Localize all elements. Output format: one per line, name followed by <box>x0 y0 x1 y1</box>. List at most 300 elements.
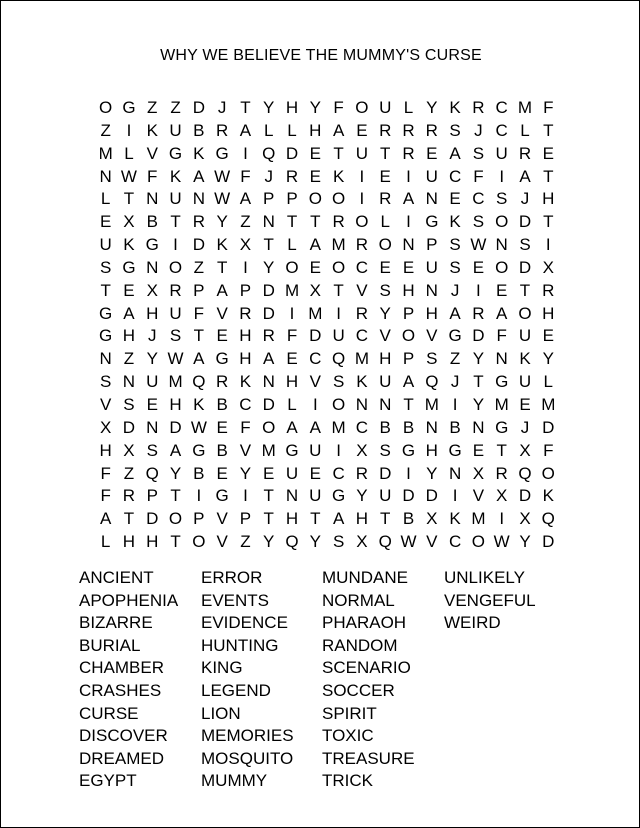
grid-letter: A <box>239 189 252 209</box>
grid-letter: N <box>285 486 299 506</box>
grid-letter: Y <box>472 394 485 414</box>
grid-letter: L <box>263 120 274 140</box>
grid-letter: A <box>123 303 135 323</box>
grid-letter: O <box>168 257 183 277</box>
grid-letter: F <box>543 98 554 117</box>
grid-letter: E <box>519 394 531 414</box>
grid-letter: G <box>99 303 113 323</box>
grid-letter: J <box>450 372 460 392</box>
grid-letter: D <box>169 417 182 437</box>
grid-letter: S <box>379 440 391 460</box>
grid-letter: H <box>146 303 159 323</box>
grid-letter: R <box>355 235 369 255</box>
grid-letter: Z <box>193 257 205 277</box>
grid-letter: I <box>243 257 248 277</box>
grid-letter: E <box>99 212 112 232</box>
word-list-item: LION <box>201 703 241 723</box>
grid-letter: W <box>120 166 137 186</box>
word-list-item: SOCCER <box>322 680 395 700</box>
grid-letter: Y <box>309 532 321 552</box>
grid-letter: F <box>240 417 251 437</box>
grid-letter: N <box>379 394 392 414</box>
grid-letter: G <box>192 440 206 460</box>
grid-letter: G <box>332 486 346 506</box>
grid-letter: V <box>99 394 112 414</box>
grid-letter: X <box>472 463 485 483</box>
grid-letter: D <box>425 486 438 506</box>
grid-letter: Q <box>192 372 206 392</box>
grid-letter: E <box>309 257 321 277</box>
grid-letter: W <box>470 235 487 255</box>
grid-letter: N <box>472 417 485 437</box>
word-list-item: KING <box>201 658 243 678</box>
grid-letter: H <box>99 440 112 460</box>
grid-letter: A <box>309 417 321 437</box>
grid-letter: E <box>449 189 461 209</box>
word-list-item: WEIRD <box>444 613 501 633</box>
grid-letter: T <box>333 143 344 163</box>
grid-letter: Y <box>472 349 485 369</box>
grid-letter: F <box>147 166 158 186</box>
grid-letter: D <box>285 143 299 163</box>
grid-letter: A <box>309 235 321 255</box>
grid-letter: U <box>169 189 182 209</box>
grid-letter: G <box>448 326 462 346</box>
grid-letter: S <box>169 326 182 346</box>
grid-letter: N <box>355 394 369 414</box>
grid-letter: T <box>170 486 181 506</box>
grid-letter: I <box>126 120 132 140</box>
grid-letter: F <box>100 463 111 483</box>
grid-letter: R <box>425 120 438 140</box>
grid-letter: D <box>402 486 415 506</box>
grid-letter: A <box>402 189 415 209</box>
grid-letter: E <box>542 143 554 163</box>
grid-letter: M <box>517 98 533 117</box>
word-list-item: TREASURE <box>322 748 415 768</box>
grid-letter: C <box>448 532 462 552</box>
grid-letter: U <box>309 440 322 460</box>
grid-letter: K <box>193 394 205 414</box>
grid-letter: G <box>99 326 113 346</box>
grid-letter: R <box>122 486 136 506</box>
word-list-item: MUMMY <box>201 771 268 791</box>
grid-letter: K <box>169 166 182 186</box>
grid-letter: B <box>193 120 205 140</box>
word-list-item: MOSQUITO <box>201 748 294 768</box>
grid-letter: T <box>496 440 507 460</box>
grid-letter: V <box>146 143 158 163</box>
grid-letter: S <box>472 143 485 163</box>
grid-letter: M <box>331 417 346 437</box>
grid-letter: E <box>426 143 438 163</box>
grid-letter: C <box>309 349 322 369</box>
grid-letter: A <box>402 372 415 392</box>
grid-letter: Y <box>309 98 321 117</box>
grid-letter: E <box>472 257 485 277</box>
grid-letter: D <box>472 326 485 346</box>
grid-letter: Z <box>123 463 135 483</box>
word-list-item: PHARAOH <box>322 613 407 633</box>
grid-letter: J <box>450 280 460 300</box>
grid-letter: S <box>449 235 461 255</box>
grid-letter: U <box>146 372 159 392</box>
grid-letter: T <box>170 532 181 552</box>
grid-letter: T <box>263 235 274 255</box>
grid-letter: W <box>400 532 417 552</box>
grid-letter: A <box>332 120 345 140</box>
grid-letter: L <box>380 212 390 232</box>
grid-letter: X <box>146 280 158 300</box>
grid-letter: O <box>495 212 509 232</box>
grid-letter: I <box>452 486 458 506</box>
grid-letter: B <box>449 417 461 437</box>
grid-letter: I <box>499 509 505 529</box>
grid-letter: R <box>332 212 345 232</box>
word-list-item: MEMORIES <box>201 726 294 746</box>
grid-letter: Y <box>426 98 438 117</box>
grid-letter: M <box>308 303 323 323</box>
grid-letter: F <box>496 326 507 346</box>
word-list-item: SPIRIT <box>322 703 377 723</box>
grid-letter: V <box>216 532 228 552</box>
word-list-item: DISCOVER <box>79 726 168 746</box>
grid-letter: X <box>309 280 321 300</box>
grid-letter: X <box>519 509 531 529</box>
grid-letter: Q <box>378 532 392 552</box>
grid-letter: U <box>495 143 508 163</box>
grid-letter: M <box>471 509 486 529</box>
grid-letter: I <box>289 303 295 323</box>
word-list-item: EVIDENCE <box>201 613 288 633</box>
grid-letter: R <box>472 98 485 117</box>
grid-letter: G <box>215 143 229 163</box>
grid-letter: S <box>99 257 112 277</box>
grid-letter: M <box>494 394 509 414</box>
grid-letter: H <box>285 509 299 529</box>
grid-letter: P <box>193 280 205 300</box>
grid-letter: Y <box>379 303 391 323</box>
grid-letter: I <box>243 143 248 163</box>
grid-letter: H <box>169 394 182 414</box>
grid-letter: H <box>122 532 136 552</box>
grid-letter: Z <box>123 349 135 369</box>
grid-letter: H <box>542 189 555 209</box>
grid-letter: I <box>359 189 365 209</box>
grid-letter: O <box>192 532 206 552</box>
grid-letter: K <box>146 120 158 140</box>
word-list-item: HUNTING <box>201 635 279 655</box>
grid-letter: S <box>449 120 461 140</box>
grid-letter: G <box>425 212 439 232</box>
grid-letter: N <box>495 349 508 369</box>
word-list-item: UNLIKELY <box>444 568 525 587</box>
grid-letter: O <box>168 509 183 529</box>
grid-letter: H <box>542 303 555 323</box>
grid-letter: R <box>379 120 392 140</box>
grid-letter: N <box>448 463 462 483</box>
grid-letter: A <box>286 417 298 437</box>
grid-letter: Q <box>425 372 439 392</box>
grid-letter: Y <box>542 349 554 369</box>
grid-letter: B <box>193 463 205 483</box>
page-title: WHY WE BELIEVE THE MUMMY'S CURSE <box>160 47 482 64</box>
grid-letter: C <box>472 189 485 209</box>
grid-letter: A <box>239 120 252 140</box>
grid-letter: W <box>214 189 231 209</box>
grid-letter: O <box>262 417 276 437</box>
grid-letter: A <box>332 509 345 529</box>
grid-letter: V <box>239 440 252 460</box>
grid-letter: P <box>402 349 415 369</box>
grid-letter: W <box>167 349 184 369</box>
grid-letter: F <box>333 98 344 117</box>
grid-letter: K <box>449 509 461 529</box>
grid-letter: T <box>170 212 181 232</box>
grid-letter: I <box>243 486 248 506</box>
word-list-item: NORMAL <box>322 590 395 610</box>
grid-letter: E <box>216 417 228 437</box>
grid-letter: I <box>545 235 551 255</box>
grid-letter: N <box>146 257 159 277</box>
grid-letter: T <box>286 212 298 232</box>
word-list-item: TOXIC <box>322 726 374 746</box>
grid-letter: X <box>356 532 368 552</box>
word-list-item: MUNDANE <box>322 568 408 587</box>
grid-letter: K <box>542 486 554 506</box>
grid-letter: D <box>542 532 555 552</box>
grid-letter: A <box>169 440 182 460</box>
grid-letter: R <box>215 120 229 140</box>
grid-letter: V <box>356 280 368 300</box>
grid-letter: U <box>518 326 532 346</box>
grid-letter: A <box>193 349 205 369</box>
grid-letter: U <box>169 120 182 140</box>
grid-letter: S <box>332 532 345 552</box>
grid-letter: L <box>124 143 134 163</box>
grid-letter: T <box>216 257 228 277</box>
grid-letter: V <box>426 532 438 552</box>
grid-letter: V <box>472 486 485 506</box>
grid-letter: C <box>355 417 369 437</box>
grid-letter: L <box>287 120 297 140</box>
grid-letter: Y <box>356 486 368 506</box>
grid-letter: N <box>495 235 508 255</box>
grid-letter: U <box>309 486 322 506</box>
grid-letter: G <box>448 440 462 460</box>
grid-letter: T <box>263 509 274 529</box>
grid-letter: R <box>518 143 532 163</box>
grid-letter: Z <box>449 349 461 369</box>
grid-letter: K <box>193 143 205 163</box>
grid-letter: X <box>496 486 508 506</box>
grid-letter: O <box>355 98 369 117</box>
grid-letter: I <box>359 166 365 186</box>
grid-letter: O <box>495 257 509 277</box>
word-list-item: BIZARRE <box>79 613 153 633</box>
grid-letter: E <box>379 166 391 186</box>
grid-letter: H <box>146 532 159 552</box>
grid-letter: B <box>402 417 415 437</box>
grid-letter: I <box>406 463 411 483</box>
grid-letter: E <box>123 280 135 300</box>
grid-letter: B <box>216 440 228 460</box>
grid-letter: N <box>146 417 159 437</box>
grid-letter: Q <box>145 463 159 483</box>
grid-letter: E <box>286 349 298 369</box>
word-list-item: ANCIENT <box>79 568 154 587</box>
grid-letter: H <box>309 120 322 140</box>
grid-letter: T <box>543 166 554 186</box>
grid-letter: L <box>520 120 530 140</box>
word-list-item: CURSE <box>79 703 139 723</box>
grid-letter: R <box>355 463 369 483</box>
grid-letter: G <box>122 98 136 117</box>
grid-letter: F <box>543 440 554 460</box>
grid-letter: U <box>379 98 392 117</box>
grid-letter: U <box>99 235 112 255</box>
grid-letter: A <box>496 303 508 323</box>
word-list-item: SCENARIO <box>322 658 411 678</box>
grid-letter: Y <box>263 532 275 552</box>
grid-letter: B <box>216 394 228 414</box>
grid-letter: F <box>286 326 298 346</box>
grid-letter: U <box>285 463 299 483</box>
grid-letter: R <box>239 303 252 323</box>
word-list-item: EVENTS <box>201 590 270 610</box>
word-list <box>79 567 566 793</box>
grid-letter: A <box>263 349 275 369</box>
grid-letter: A <box>519 166 531 186</box>
grid-letter: U <box>425 166 438 186</box>
grid-letter: D <box>192 98 205 117</box>
grid-letter: G <box>401 440 416 460</box>
grid-letter: M <box>331 235 346 255</box>
grid-letter: V <box>309 372 321 392</box>
grid-letter: T <box>240 98 251 117</box>
grid-letter: N <box>262 372 275 392</box>
grid-letter: C <box>332 463 345 483</box>
grid-letter: R <box>192 212 205 232</box>
grid-letter: G <box>168 143 183 163</box>
letter-grid <box>94 97 560 554</box>
grid-letter: G <box>495 372 509 392</box>
grid-letter: R <box>402 143 415 163</box>
grid-letter: H <box>285 372 299 392</box>
grid-letter: B <box>379 417 391 437</box>
grid-letter: F <box>193 303 205 323</box>
grid-letter: E <box>216 326 228 346</box>
grid-letter: Y <box>146 349 158 369</box>
grid-letter: Y <box>263 257 275 277</box>
grid-letter: X <box>356 440 368 460</box>
grid-letter: N <box>262 212 275 232</box>
grid-letter: Z <box>100 120 111 140</box>
grid-letter: T <box>380 143 391 163</box>
grid-letter: M <box>541 394 556 414</box>
grid-letter: I <box>406 212 411 232</box>
grid-letter: D <box>192 235 205 255</box>
grid-letter: Y <box>426 463 438 483</box>
grid-letter: D <box>518 486 532 506</box>
grid-letter: K <box>519 349 531 369</box>
grid-letter: S <box>426 349 438 369</box>
grid-letter: W <box>493 532 510 552</box>
grid-letter: F <box>473 166 484 186</box>
grid-letter: H <box>355 509 369 529</box>
word-list-item: RANDOM <box>322 635 398 655</box>
grid-letter: R <box>285 166 299 186</box>
grid-letter: K <box>239 372 252 392</box>
word-list-item: EGYPT <box>79 771 137 791</box>
grid-letter: N <box>402 235 415 255</box>
grid-letter: O <box>541 463 555 483</box>
grid-letter: I <box>499 166 505 186</box>
grid-letter: K <box>449 98 461 117</box>
grid-letter: K <box>449 212 461 232</box>
grid-letter: I <box>312 394 318 414</box>
grid-letter: I <box>452 394 458 414</box>
grid-letter: S <box>332 372 345 392</box>
grid-letter: O <box>332 257 346 277</box>
grid-letter: T <box>519 280 531 300</box>
grid-letter: V <box>379 326 391 346</box>
grid-letter: I <box>336 303 341 323</box>
grid-letter: M <box>168 372 183 392</box>
grid-letter: S <box>123 394 135 414</box>
grid-letter: S <box>472 212 485 232</box>
grid-letter: O <box>378 235 392 255</box>
grid-letter: I <box>196 486 202 506</box>
grid-letter: E <box>309 143 321 163</box>
grid-letter: O <box>518 303 532 323</box>
grid-letter: A <box>216 280 228 300</box>
grid-letter: Q <box>262 143 276 163</box>
grid-letter: M <box>98 143 113 163</box>
grid-letter: F <box>100 486 111 506</box>
grid-letter: E <box>309 166 321 186</box>
grid-letter: O <box>332 189 346 209</box>
grid-letter: B <box>402 509 415 529</box>
grid-letter: J <box>217 98 227 117</box>
word-list-item: ERROR <box>201 568 263 587</box>
grid-letter: L <box>100 189 111 209</box>
grid-letter: U <box>332 326 345 346</box>
grid-letter: I <box>406 166 411 186</box>
grid-letter: L <box>543 372 554 392</box>
grid-letter: J <box>520 189 530 209</box>
grid-letter: T <box>333 280 344 300</box>
grid-letter: S <box>379 280 391 300</box>
grid-letter: R <box>495 463 508 483</box>
grid-letter: C <box>355 326 369 346</box>
grid-letter: Y <box>263 98 275 117</box>
grid-letter: N <box>192 189 205 209</box>
grid-letter: N <box>146 189 159 209</box>
grid-letter: N <box>99 349 112 369</box>
grid-letter: X <box>99 417 112 437</box>
grid-letter: R <box>262 326 275 346</box>
grid-letter: V <box>216 303 228 323</box>
grid-letter: Z <box>170 98 181 117</box>
grid-letter: H <box>122 326 136 346</box>
grid-letter: R <box>379 189 392 209</box>
grid-letter: R <box>542 280 555 300</box>
grid-letter: C <box>448 166 462 186</box>
grid-letter: D <box>262 280 275 300</box>
grid-letter: O <box>471 532 486 552</box>
grid-letter: K <box>216 235 228 255</box>
